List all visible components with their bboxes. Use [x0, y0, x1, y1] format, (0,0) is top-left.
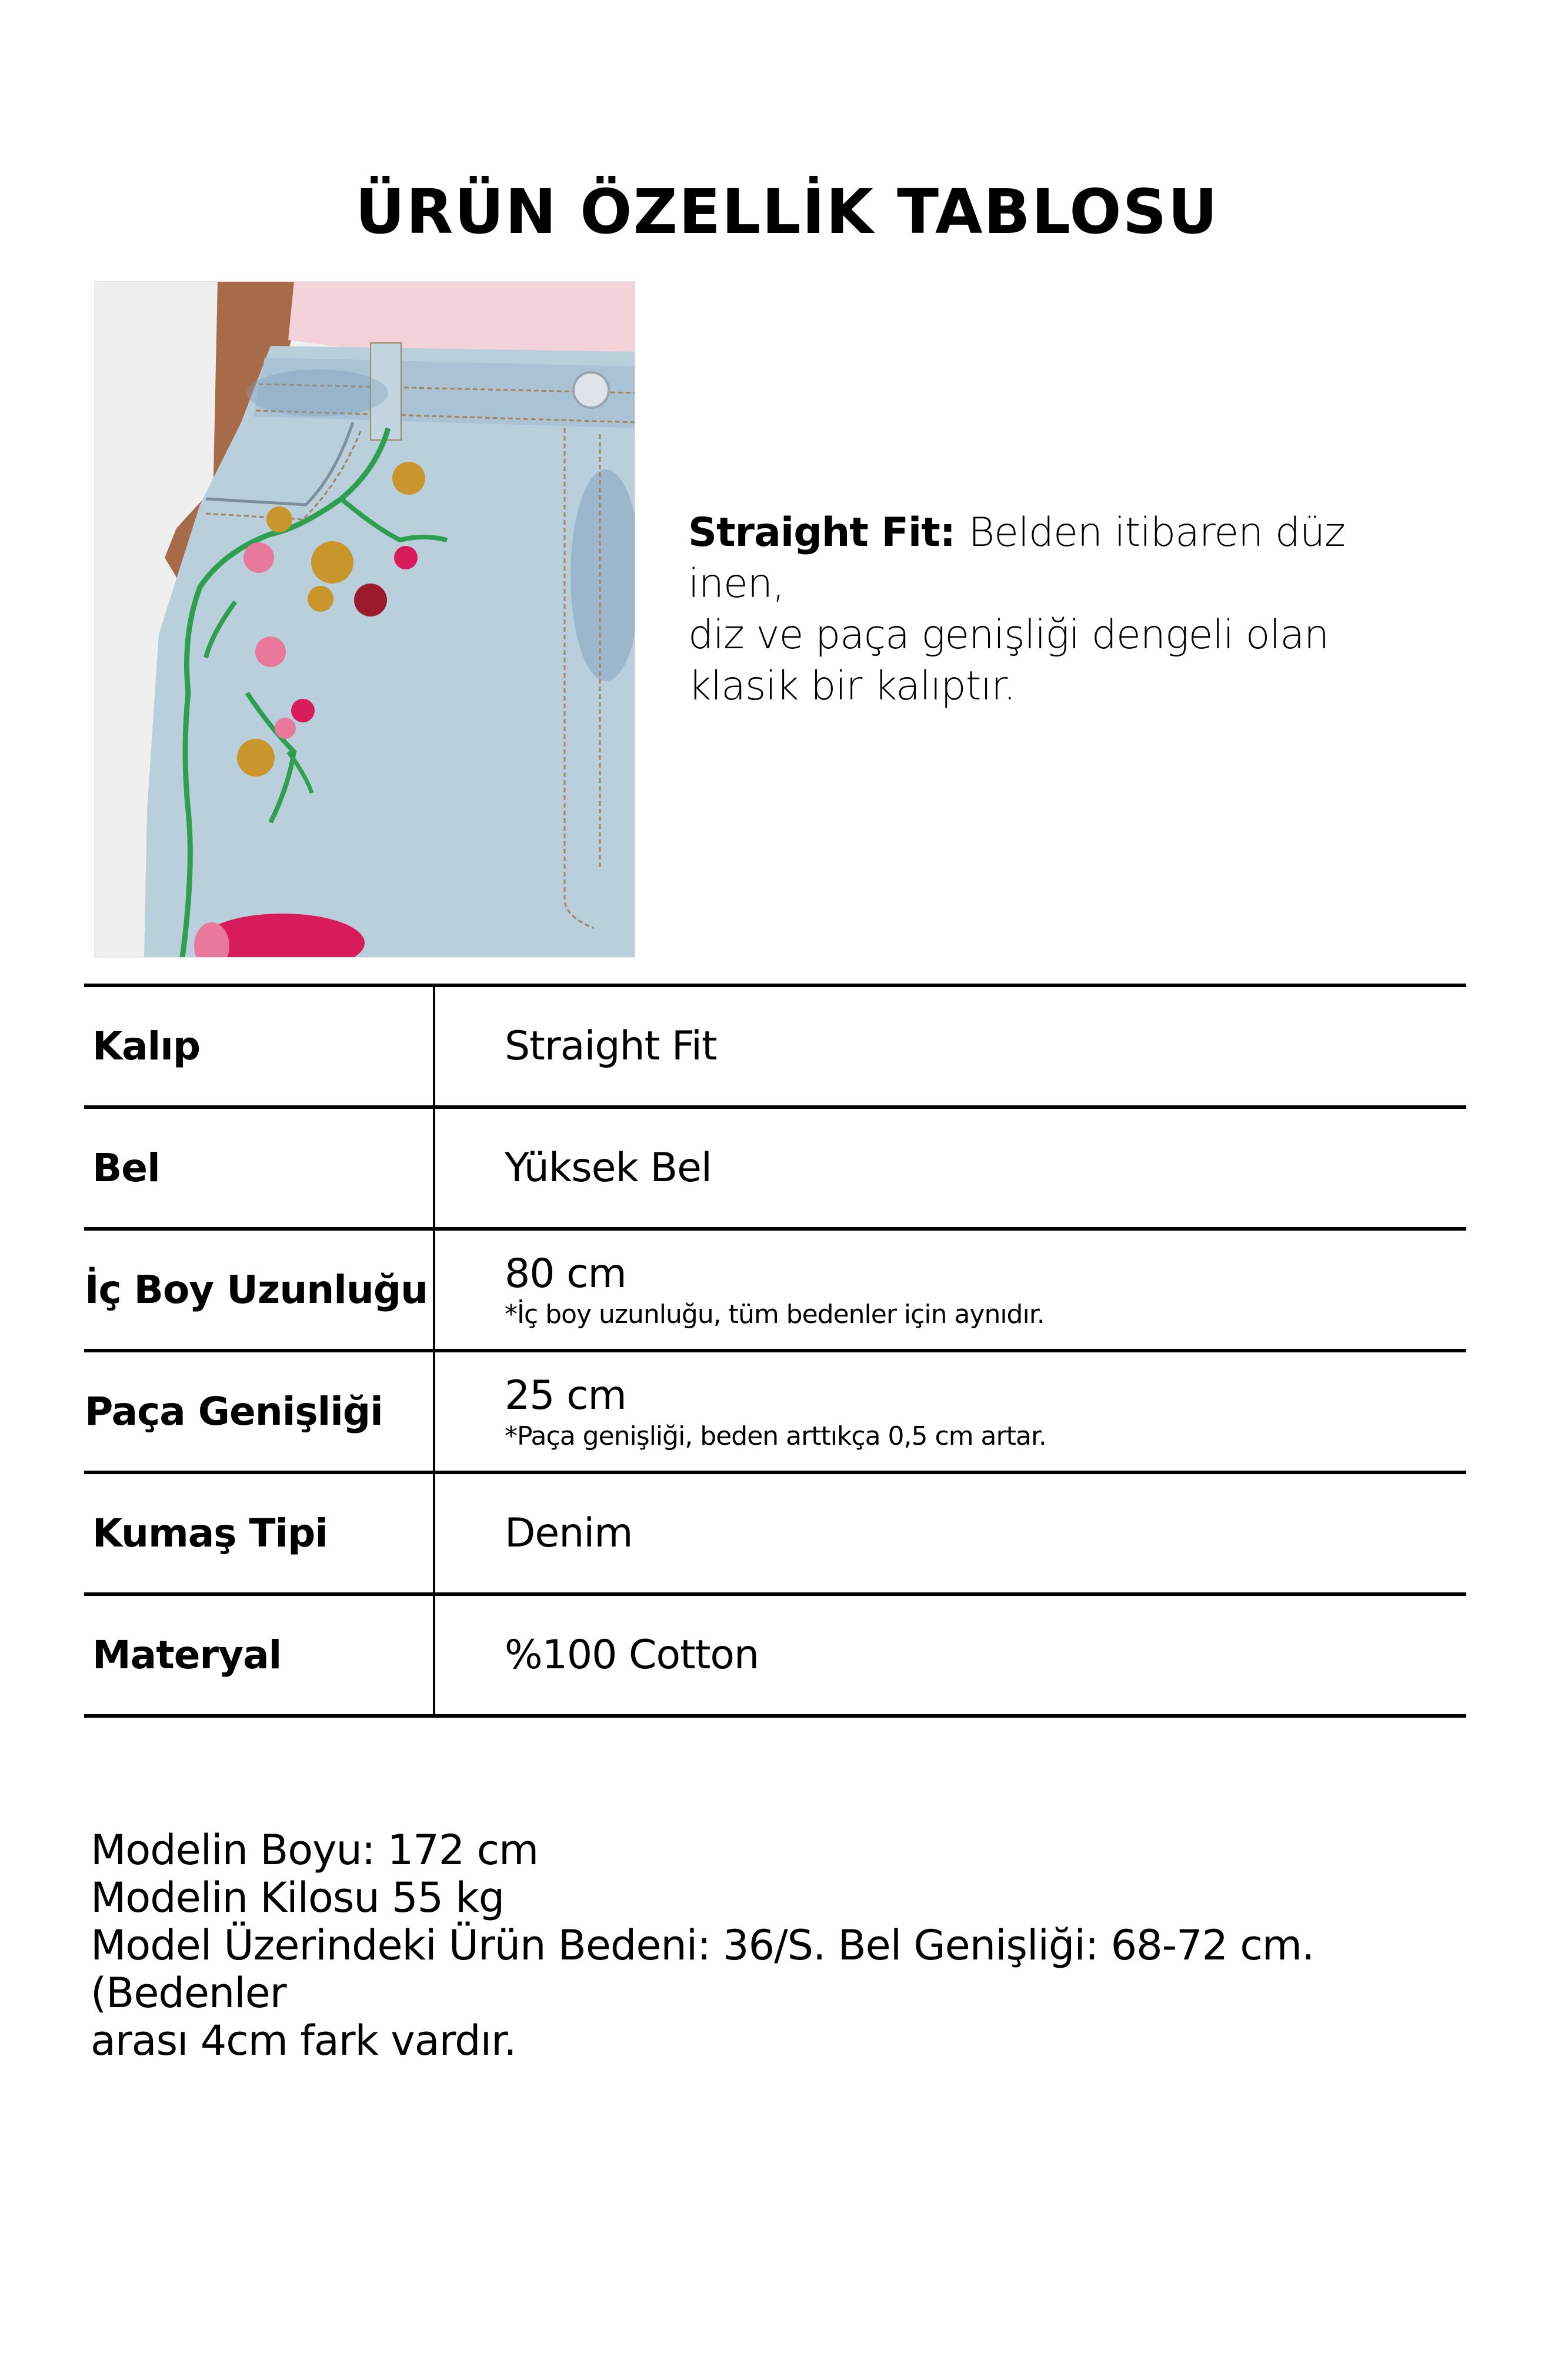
row-value-text: 25 cm: [505, 1372, 626, 1419]
row-value: [505, 1596, 759, 1714]
row-value-text: Yüksek Bel: [505, 1145, 712, 1191]
row-value: [505, 1474, 632, 1592]
row-value-text: Straight Fit: [505, 1023, 717, 1069]
page-title: ÜRÜN ÖZELLİK TABLOSU: [355, 176, 1219, 248]
row-label: Paça Genişliği: [85, 1389, 383, 1434]
row-note: *İç boy uzunluğu, tüm bedenler için aynıdır.: [505, 1299, 1045, 1329]
fit-description-line-1: Belden itibaren düz inen,: [688, 509, 1345, 607]
model-size-info: [91, 1922, 1490, 2065]
row-note: *Paça genişliği, beden arttıkça 0,5 cm artar.: [505, 1421, 1046, 1451]
table-row: [84, 1227, 1466, 1349]
row-value-text: 80 cm: [505, 1250, 626, 1297]
model-info: [91, 1827, 1490, 2065]
table-row: [84, 1471, 1466, 1592]
row-label: Kumaş Tipi: [92, 1511, 328, 1556]
row-label: İç Boy Uzunluğu: [85, 1267, 428, 1312]
fit-description: [688, 507, 1453, 712]
column-divider: [433, 1109, 435, 1227]
table-row: [84, 1349, 1466, 1471]
row-value: [505, 1109, 712, 1227]
row-value-text: Denim: [505, 1510, 633, 1557]
column-divider: [433, 987, 435, 1105]
row-value: [505, 987, 717, 1105]
row-label: Bel: [92, 1145, 160, 1191]
jeans-image: [94, 281, 635, 958]
row-value: [505, 1352, 1046, 1471]
column-divider: [433, 1231, 435, 1349]
table-row: [84, 1105, 1466, 1227]
table-row: [84, 1592, 1466, 1718]
row-value: [505, 1231, 1045, 1349]
column-divider: [433, 1474, 435, 1592]
model-weight: Modelin Kilosu 55 kg: [91, 1874, 505, 1922]
product-photo: [94, 281, 635, 958]
row-label: Kalıp: [92, 1024, 201, 1069]
model-size-line-2: arası 4cm fark vardır.: [91, 2017, 516, 2065]
fit-description-line-2: diz ve paça genişliği dengeli olan: [688, 612, 1329, 658]
row-value-text: %100 Cotton: [505, 1632, 759, 1678]
column-divider: [433, 1352, 435, 1471]
model-height: Modelin Boyu: 172 cm: [91, 1826, 539, 1874]
spec-table: [84, 984, 1466, 1718]
model-size-line-1: Model Üzerindeki Ürün Bedeni: 36/S. Bel Genişliği: 68-72 cm. (Bedenler: [91, 1921, 1315, 2017]
row-label: Materyal: [92, 1632, 282, 1678]
fit-description-title: Straight Fit:: [688, 509, 969, 556]
column-divider: [433, 1596, 435, 1714]
fit-description-line-3: klasik bir kalıptır.: [688, 663, 1016, 709]
table-row: [84, 984, 1466, 1105]
